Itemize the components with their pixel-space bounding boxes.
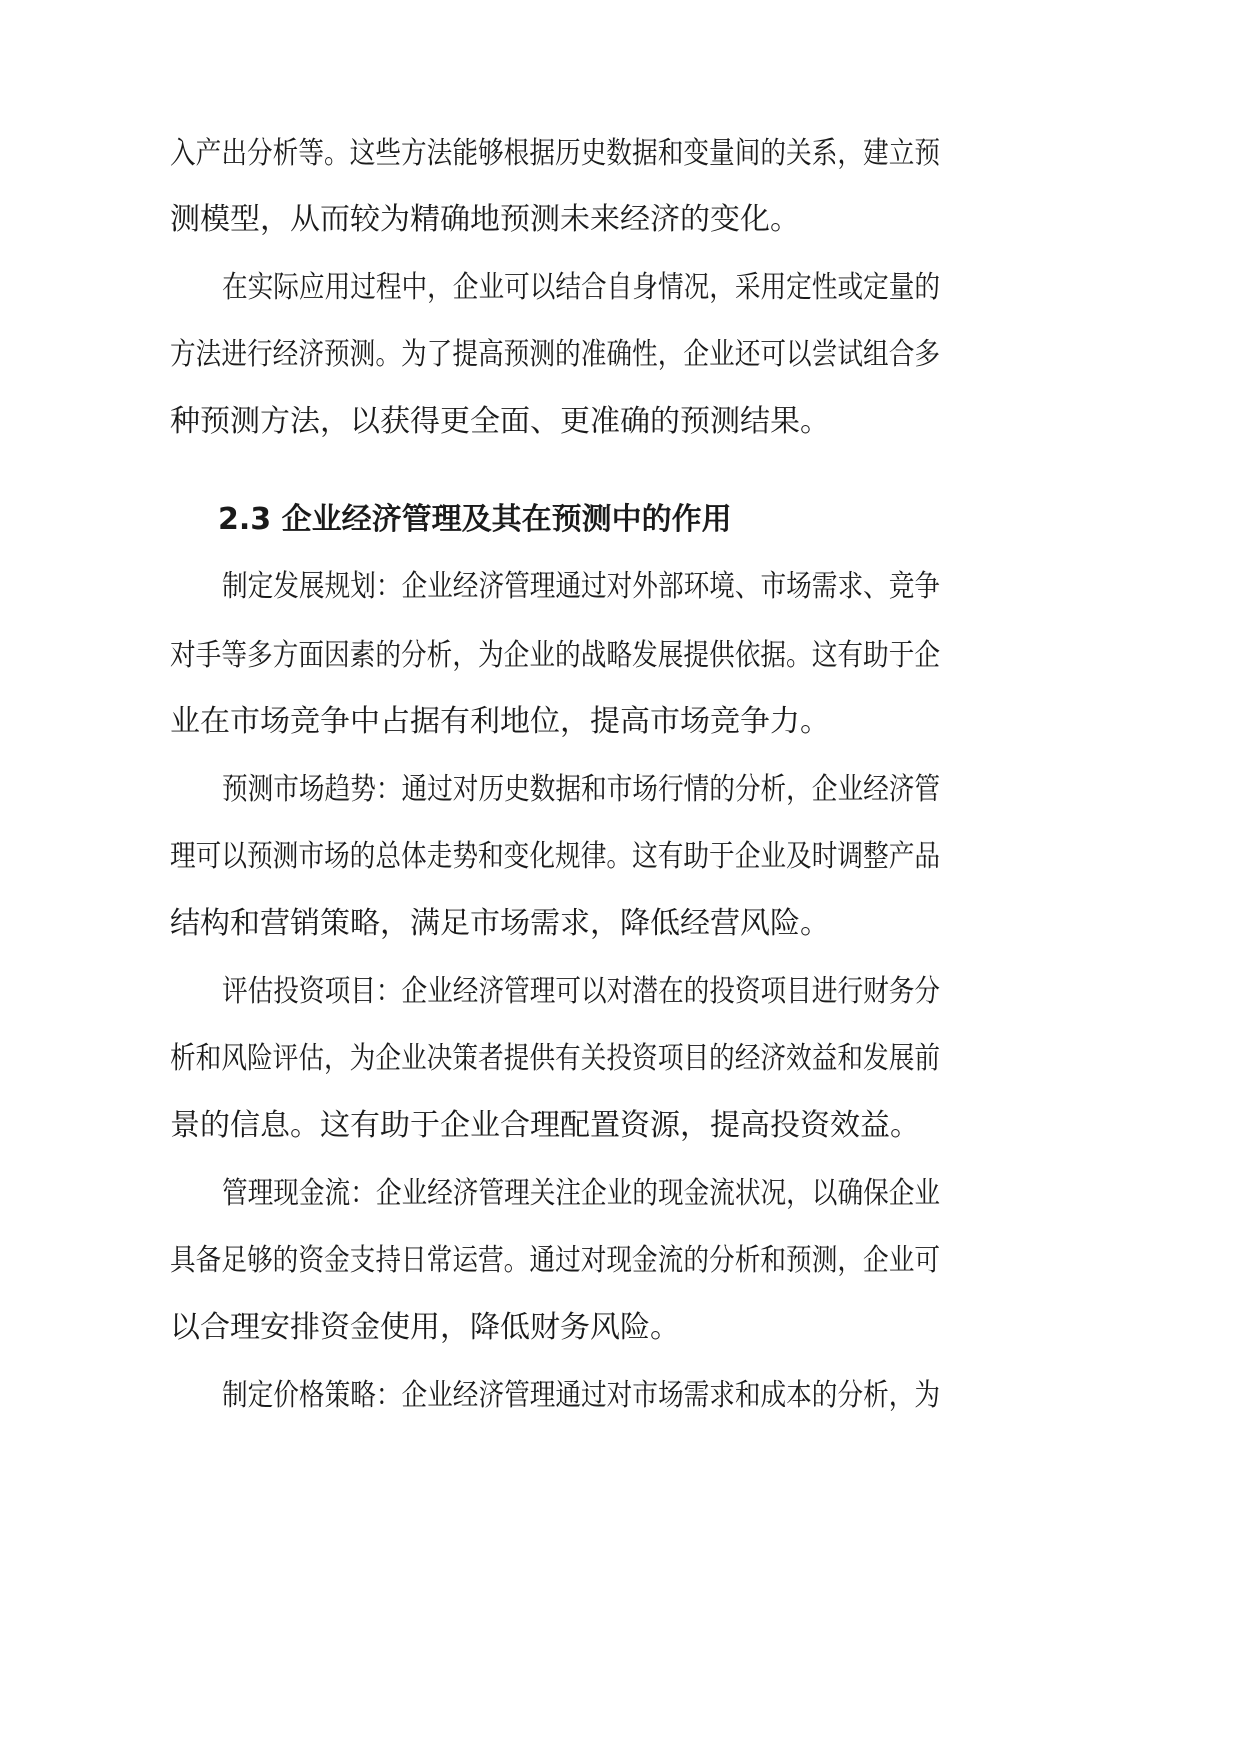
document-page: 入产出分析等。这些方法能够根据历史数据和变量间的关系，建立预 测模型，从而较为精确地预测未来经济的变化。 在实际应用过程中，企业可以结合自身情况，采用定性或定量的 方法进行经济预测。为了提高预测的准确性，企业还可以尝试组合多 种预测方法，以获得更全面、更准确的预测结果。 2.3 企业经济管理及其在预测中的作用 制定发展规划：企业经济管理通过对外部环境、市场需求、竞争 对手等多方面因素的分析，为企业的战略发展提供依据。这有助于企 业在市场竞争中占据有利地位，提高市场竞争力。 预测市场趋势：通过对历史数据和市场行情的分析，企业经济管 理可以预测市场的总体走势和变化规律。这有助于企业及时调整产品 结构和营销策略，满足市场需求，降低经营风险。 评估投资项目：企业经济管理可以对潜在的投资项目进行财务分 析和风险评估，为企业决策者提供有关投资项目的经济效益和发展前 景的信息。这有助于企业合理配置资源，提高投资效益。 管理现金流：企业经济管理关注企业的现金流状况，以确保企业 具备足够的资金支持日常运营。通过对现金流的分析和预测，企业可 以合理安排资金使用，降低财务风险。 制定价格策略：企业经济管理通过对市场需求和成本的分析，为 [170,136,941,1413]
